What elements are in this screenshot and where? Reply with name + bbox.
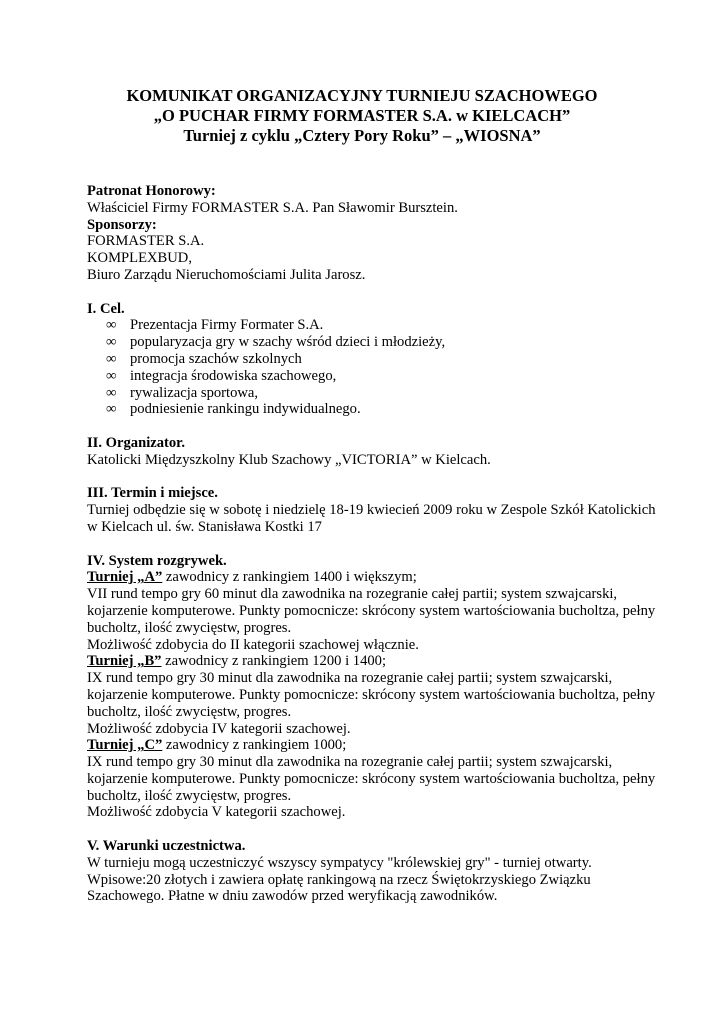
cel-list-item: ∞ Prezentacja Firmy Formater S.A. [106, 317, 324, 334]
cel-list-item: ∞ popularyzacja gry w szachy wśród dzieci i młodzieży, [106, 334, 446, 351]
tournament-line: kojarzenie komputerowe. Punkty pomocnicze: skrócony system wartościowania bucholtza, pełny [87, 770, 656, 787]
termin-text-line: w Kielcach ul. św. Stanisława Kostki 17 [87, 518, 322, 535]
tournament-line: Możliwość zdobycia do II kategorii szachowej włącznie. [87, 636, 419, 653]
tournament-line: Możliwość zdobycia IV kategorii szachowej. [87, 720, 351, 737]
infinity-bullet-icon: ∞ [106, 401, 117, 418]
title-line-2: „O PUCHAR FIRMY FORMASTER S.A. w KIELCACH” [153, 106, 571, 125]
warunki-text-line: Wpisowe:20 złotych i zawiera opłatę rankingową na rzecz Świętokrzyskiego Związku [87, 871, 591, 888]
tournament-line: bucholtz, ilość zwycięstw, progres. [87, 703, 292, 720]
termin-heading: III. Termin i miejsce. [87, 485, 218, 502]
title-line-1: KOMUNIKAT ORGANIZACYJNY TURNIEJU SZACHOWEGO [126, 86, 598, 105]
sponsor-item: FORMASTER S.A. [87, 233, 205, 250]
tournament-group-a [87, 569, 677, 653]
patronat-text: Właściciel Firmy FORMASTER S.A. Pan Sławomir Bursztein. [87, 199, 458, 216]
sponsor-item: Biuro Zarządu Nieruchomościami Julita Jarosz. [87, 266, 366, 283]
infinity-bullet-icon: ∞ [106, 350, 117, 367]
tournament-group-b [87, 653, 677, 737]
cel-list-item: ∞ promocja szachów szkolnych [106, 350, 302, 367]
title-line-3: Turniej z cyklu „Cztery Pory Roku” – „WIOSNA” [183, 126, 541, 145]
sponsorzy-heading: Sponsorzy: [87, 216, 157, 233]
warunki-heading: V. Warunki uczestnictwa. [87, 838, 246, 855]
tournament-line: VII rund tempo gry 60 minut dla zawodnika na rozegranie całej partii; system szwajcarski, [87, 586, 618, 603]
infinity-bullet-icon: ∞ [106, 317, 117, 334]
tournament-line: IX rund tempo gry 30 minut dla zawodnika na rozegranie całej partii; system szwajcarski, [87, 754, 613, 771]
infinity-bullet-icon: ∞ [106, 334, 117, 351]
tournament-group-c [87, 737, 677, 821]
cel-list-item: ∞ rywalizacja sportowa, [106, 384, 259, 401]
tournament-name: Turniej „B” [87, 653, 162, 670]
sponsor-item: KOMPLEXBUD, [87, 250, 192, 267]
tournament-criteria: zawodnicy z rankingiem 1000; [162, 737, 347, 754]
infinity-bullet-icon: ∞ [106, 384, 117, 401]
tournament-line: Możliwość zdobycia V kategorii szachowej. [87, 804, 346, 821]
tournament-line: bucholtz, ilość zwycięstw, progres. [87, 787, 292, 804]
termin-text-line: Turniej odbędzie się w sobotę i niedzielę 18-19 kwiecień 2009 roku w Zespole Szkół Katolickich [87, 502, 656, 519]
tournament-line: kojarzenie komputerowe. Punkty pomocnicze: skrócony system wartościowania bucholtza, pełny [87, 602, 656, 619]
system-heading: IV. System rozgrywek. [87, 552, 227, 569]
tournament-criteria: zawodnicy z rankingiem 1400 i większym; [162, 569, 417, 586]
document-body [87, 183, 677, 905]
cel-list [87, 317, 677, 418]
tournament-criteria: zawodnicy z rankingiem 1200 i 1400; [161, 653, 387, 670]
organizator-text: Katolicki Międzyszkolny Klub Szachowy „VICTORIA” w Kielcach. [87, 451, 491, 468]
organizator-heading: II. Organizator. [87, 434, 185, 451]
cel-list-item: ∞ integracja środowiska szachowego, [106, 367, 337, 384]
infinity-bullet-icon: ∞ [106, 367, 117, 384]
cel-list-item: ∞ podniesienie rankingu indywidualnego. [106, 401, 361, 418]
warunki-text-line: Szachowego. Płatne w dniu zawodów przed weryfikacją zawodników. [87, 888, 498, 905]
tournament-line: bucholtz, ilość zwycięstw, progres. [87, 619, 292, 636]
cel-heading: I. Cel. [87, 300, 125, 317]
tournament-name: Turniej „A” [87, 569, 163, 586]
warunki-text-line: W turnieju mogą uczestniczyć wszyscy sympatycy "królewskiej gry" - turniej otwarty. [87, 854, 592, 871]
tournament-name: Turniej „C” [87, 737, 163, 754]
document-title [60, 86, 664, 146]
tournament-line: kojarzenie komputerowe. Punkty pomocnicze: skrócony system wartościowania bucholtza, pełny [87, 686, 656, 703]
patronat-heading: Patronat Honorowy: [87, 183, 216, 199]
tournament-line: IX rund tempo gry 30 minut dla zawodnika na rozegranie całej partii; system szwajcarski, [87, 670, 613, 687]
